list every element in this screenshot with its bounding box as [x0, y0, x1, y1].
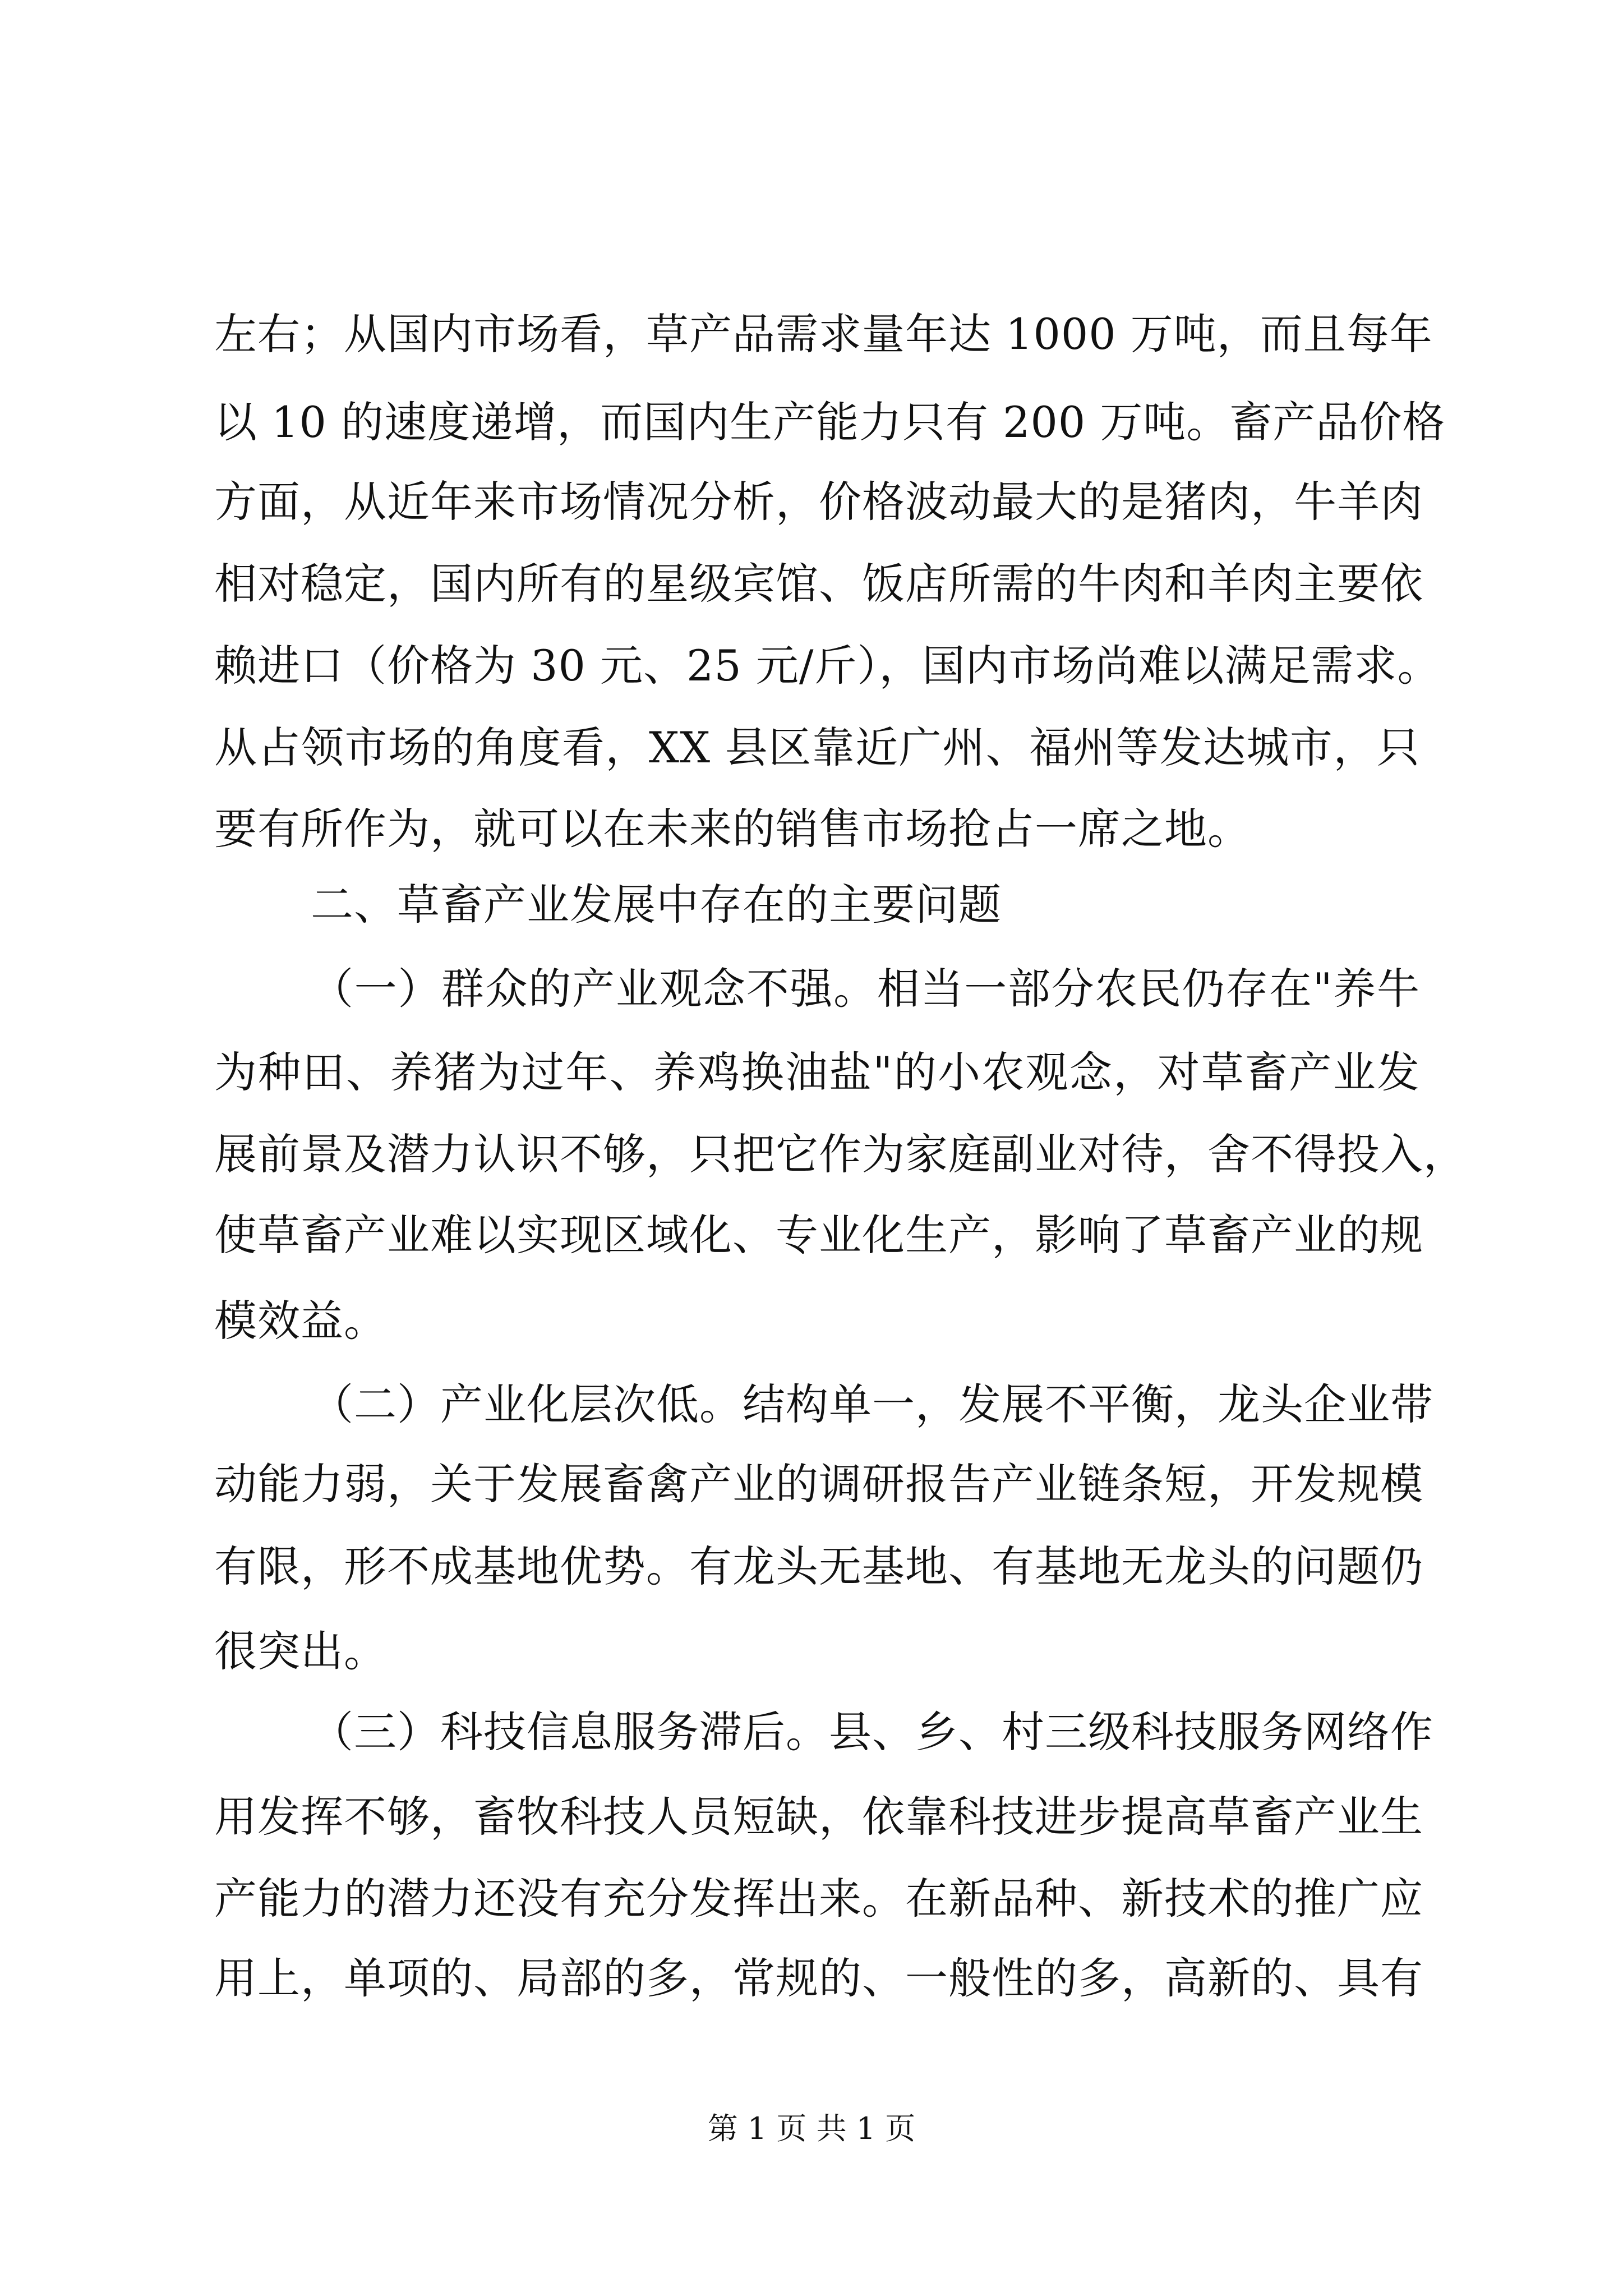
section-heading: 二、草畜产业发展中存在的主要问题 — [311, 880, 1002, 930]
paragraph-line: 有限，形不成基地优势。有龙头无基地、有基地无龙头的问题仍 — [214, 1542, 1423, 1591]
paragraph-line: 以 10 的速度递增，而国内生产能力只有 200 万吨。畜产品价格 — [214, 397, 1446, 447]
paragraph-line: 展前景及潜力认识不够，只把它作为家庭副业对待，舍不得投入， — [214, 1129, 1467, 1179]
paragraph-line: 赖进口（价格为 30 元、25 元/斤），国内市场尚难以满足需求。 — [214, 641, 1441, 691]
paragraph-line: 要有所作为，就可以在未来的销售市场抢占一席之地。 — [214, 804, 1251, 854]
paragraph-line: （一）群众的产业观念不强。相当一部分农民仍存在"养牛 — [311, 964, 1420, 1014]
paragraph-line: （二）产业化层次低。结构单一，发展不平衡，龙头企业带 — [311, 1379, 1433, 1429]
paragraph-line: 从占领市场的角度看，XX 县区靠近广州、福州等发达城市，只 — [214, 723, 1420, 772]
paragraph-line: 左右；从国内市场看，草产品需求量年达 1000 万吨，而且每年 — [214, 309, 1433, 359]
paragraph-line: 模效益。 — [214, 1296, 387, 1346]
paragraph-line: 方面，从近年来市场情况分析，价格波动最大的是猪肉，牛羊肉 — [214, 477, 1423, 527]
paragraph-line: 很突出。 — [214, 1626, 387, 1676]
paragraph-line: 使草畜产业难以实现区域化、专业化生产，影响了草畜产业的规 — [214, 1210, 1423, 1260]
paragraph-line: 为种田、养猪为过年、养鸡换油盐"的小农观念，对草畜产业发 — [214, 1047, 1420, 1097]
paragraph-line: 产能力的潜力还没有充分发挥出来。在新品种、新技术的推广应 — [214, 1874, 1423, 1924]
page-footer: 第 1 页 共 1 页 — [707, 2111, 916, 2146]
paragraph-line: 用上，单项的、局部的多，常规的、一般性的多，高新的、具有 — [214, 1953, 1423, 2003]
paragraph-line: 相对稳定，国内所有的星级宾馆、饭店所需的牛肉和羊肉主要依 — [214, 559, 1423, 609]
paragraph-line: （三）科技信息服务滞后。县、乡、村三级科技服务网络作 — [311, 1707, 1433, 1757]
paragraph-line: 用发挥不够，畜牧科技人员短缺，依靠科技进步提高草畜产业生 — [214, 1792, 1423, 1842]
paragraph-line: 动能力弱，关于发展畜禽产业的调研报告产业链条短，开发规模 — [214, 1459, 1423, 1509]
